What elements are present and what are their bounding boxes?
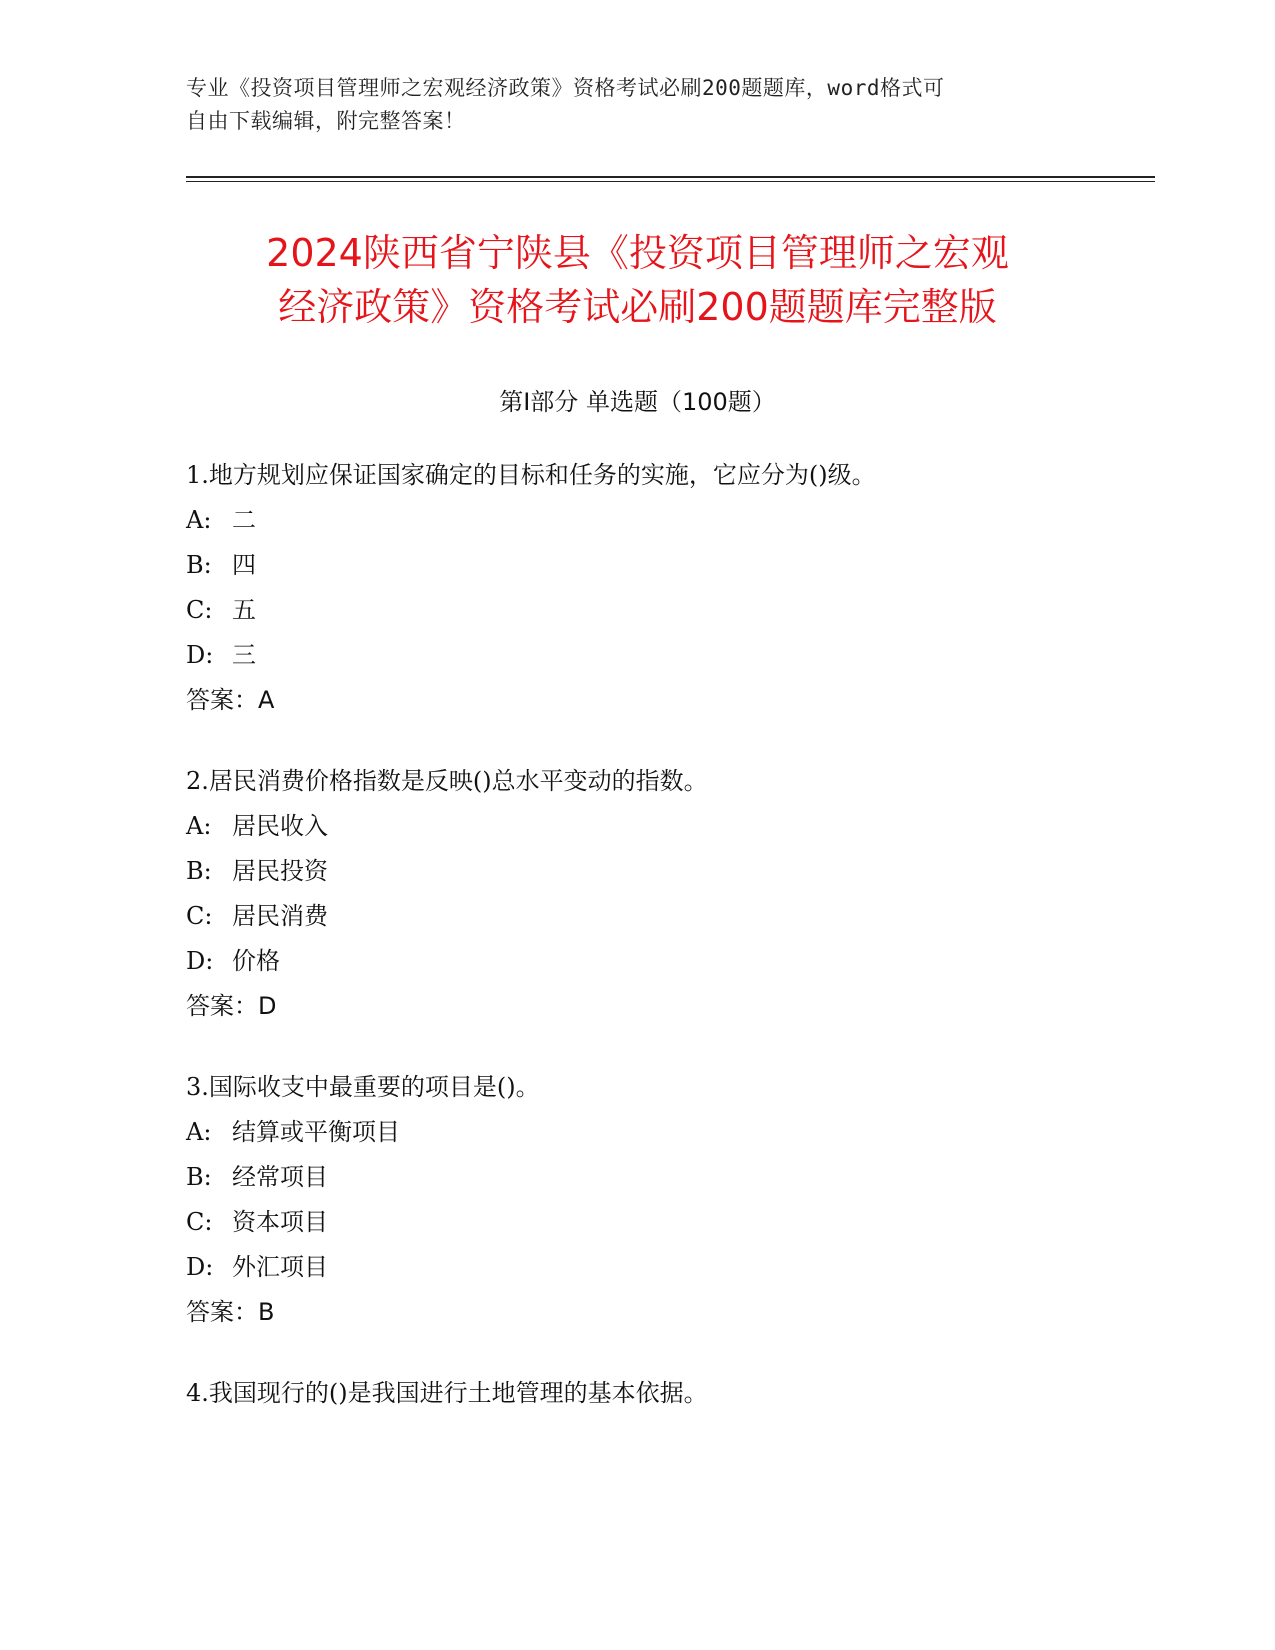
option-b bbox=[186, 1161, 1146, 1206]
option-label: A: bbox=[186, 1118, 212, 1146]
question-2 bbox=[186, 765, 1146, 1035]
option-d bbox=[186, 945, 1146, 990]
question-stem: 2.居民消费价格指数是反映()总水平变动的指数。 bbox=[186, 767, 708, 795]
header-note-line-1: 专业《投资项目管理师之宏观经济政策》资格考试必刷200题题库，word格式可 bbox=[186, 76, 945, 100]
option-label: A: bbox=[186, 812, 212, 840]
option-b bbox=[186, 549, 1146, 594]
document-title-line-2: 经济政策》资格考试必刷200题题库完整版 bbox=[278, 285, 997, 329]
document-title-line-1: 2024陕西省宁陕县《投资项目管理师之宏观 bbox=[266, 231, 1009, 275]
option-label: B: bbox=[186, 551, 212, 579]
option-text: 四 bbox=[232, 551, 256, 579]
option-label: D: bbox=[186, 1253, 214, 1281]
option-text: 五 bbox=[232, 596, 256, 624]
option-c bbox=[186, 1206, 1146, 1251]
header-note bbox=[186, 72, 1086, 138]
question-stem: 1.地方规划应保证国家确定的目标和任务的实施，它应分为()级。 bbox=[186, 461, 876, 489]
question-4 bbox=[186, 1377, 1146, 1422]
option-text: 二 bbox=[232, 506, 256, 534]
option-label: D: bbox=[186, 947, 214, 975]
option-label: D: bbox=[186, 641, 214, 669]
option-c bbox=[186, 900, 1146, 945]
question-stem: 3.国际收支中最重要的项目是()。 bbox=[186, 1073, 540, 1101]
option-label: C: bbox=[186, 1208, 213, 1236]
option-text: 结算或平衡项目 bbox=[232, 1118, 400, 1146]
option-label: C: bbox=[186, 902, 213, 930]
option-text: 居民投资 bbox=[232, 857, 328, 885]
document-title bbox=[140, 226, 1135, 334]
option-d bbox=[186, 639, 1146, 684]
question-3 bbox=[186, 1071, 1146, 1341]
option-text: 居民消费 bbox=[232, 902, 328, 930]
answer: 答案：D bbox=[186, 992, 277, 1020]
answer: 答案：B bbox=[186, 1298, 275, 1326]
option-c bbox=[186, 594, 1146, 639]
header-rule-thick bbox=[186, 176, 1155, 178]
option-label: B: bbox=[186, 1163, 212, 1191]
question-1 bbox=[186, 459, 1146, 729]
question-stem: 4.我国现行的()是我国进行土地管理的基本依据。 bbox=[186, 1379, 708, 1407]
header-rule-thin bbox=[186, 181, 1155, 182]
option-text: 资本项目 bbox=[232, 1208, 328, 1236]
option-text: 外汇项目 bbox=[232, 1253, 328, 1281]
option-label: A: bbox=[186, 506, 212, 534]
option-text: 价格 bbox=[232, 947, 280, 975]
option-text: 三 bbox=[232, 641, 256, 669]
option-text: 经常项目 bbox=[232, 1163, 328, 1191]
option-label: B: bbox=[186, 857, 212, 885]
option-label: C: bbox=[186, 596, 213, 624]
option-a bbox=[186, 1116, 1146, 1161]
option-a bbox=[186, 810, 1146, 855]
option-a bbox=[186, 504, 1146, 549]
option-b bbox=[186, 855, 1146, 900]
header-note-line-2: 自由下载编辑，附完整答案！ bbox=[186, 109, 466, 133]
answer: 答案：A bbox=[186, 686, 275, 714]
option-d bbox=[186, 1251, 1146, 1296]
option-text: 居民收入 bbox=[232, 812, 328, 840]
section-heading: 第Ⅰ部分 单选题（100题） bbox=[499, 388, 776, 416]
